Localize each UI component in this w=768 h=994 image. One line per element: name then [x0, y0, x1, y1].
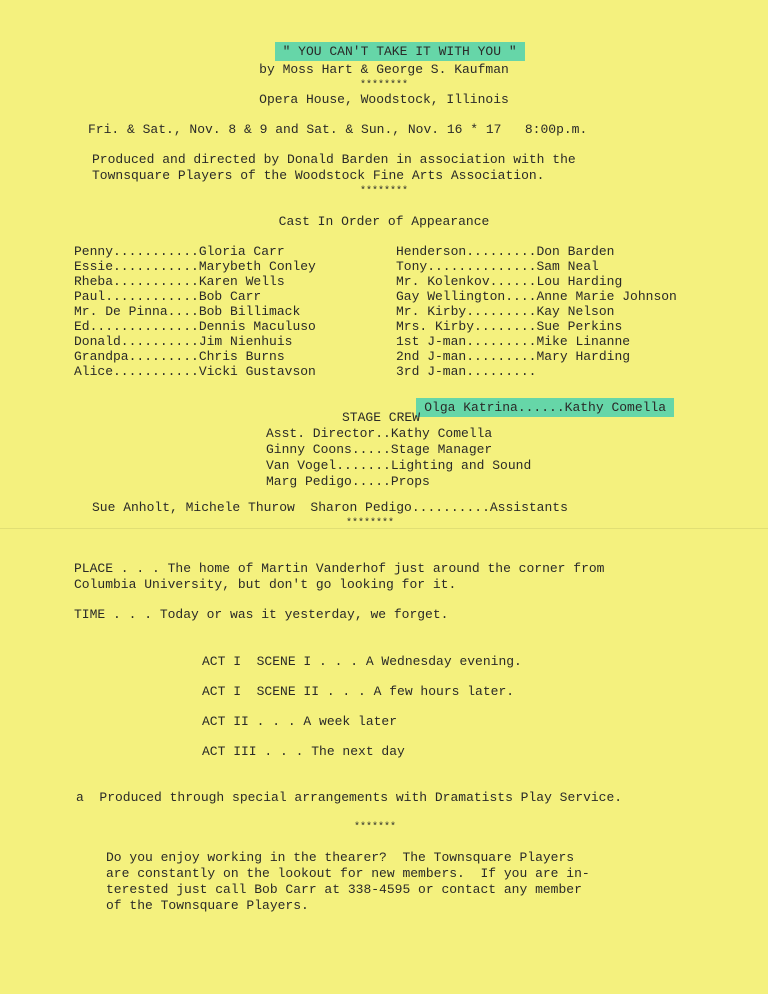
cast-actor: Marybeth Conley: [198, 259, 316, 274]
act-line: ACT I SCENE II . . . A few hours later.: [202, 684, 515, 699]
cast-actor: Bob Billimack: [198, 304, 301, 319]
cast-actor: Chris Burns: [198, 349, 285, 364]
cast-actor: Lou Harding: [536, 274, 623, 289]
cast-actor: Jim Nienhuis: [198, 334, 293, 349]
cast-role: Paul............: [74, 289, 199, 304]
cast-role: 2nd J-man.........: [396, 349, 537, 364]
cast-actor: Kay Nelson: [536, 304, 615, 319]
crew-row: Ginny Coons.....Stage Manager: [266, 442, 493, 457]
cast-row: [74, 289, 261, 304]
cast-row: [396, 334, 630, 349]
cast-role: Donald..........: [74, 334, 199, 349]
crew-heading: STAGE CREW: [342, 410, 421, 425]
crew-row: Van Vogel.......Lighting and Sound: [266, 458, 532, 473]
cast-role: Essie...........: [74, 259, 199, 274]
cast-role: Mr. Kirby.........: [396, 304, 537, 319]
separator: ********: [359, 186, 408, 197]
crew-row: Marg Pedigo.....Props: [266, 474, 430, 489]
place-line-2: Columbia University, but don't go looking for it.: [74, 577, 457, 592]
cast-row: [396, 304, 614, 319]
cast-role: Penny...........: [74, 244, 199, 259]
cast-row: [74, 334, 292, 349]
cast-row: [74, 319, 316, 334]
assistants: Sue Anholt, Michele Thurow Sharon Pedigo..........Assistants: [92, 500, 568, 515]
cast-role: Mr. Kolenkov......: [396, 274, 537, 289]
cast-role: 3rd J-man.........: [396, 364, 537, 379]
join-line-1: Do you enjoy working in the thearer? The Townsquare Players: [106, 850, 575, 865]
cast-row: [396, 259, 599, 274]
cast-actor: Karen Wells: [198, 274, 285, 289]
cast-role: Tony..............: [396, 259, 537, 274]
cast-role: Henderson.........: [396, 244, 537, 259]
cast-actor: Bob Carr: [198, 289, 262, 304]
cast-actor: Sue Perkins: [536, 319, 623, 334]
place-line-1: PLACE . . . The home of Martin Vanderhof just around the corner from: [74, 561, 605, 576]
cast-heading: Cast In Order of Appearance: [278, 214, 490, 229]
produced-line-2: Townsquare Players of the Woodstock Fine Arts Association.: [92, 168, 545, 183]
cast-row: [74, 244, 285, 259]
cast-role: Grandpa.........: [74, 349, 199, 364]
arrangements-note: a Produced through special arrangements with Dramatists Play Service.: [76, 790, 623, 805]
cast-row: [74, 259, 316, 274]
cast-actor: Gloria Carr: [198, 244, 285, 259]
join-line-2: are constantly on the lookout for new members. If you are in-: [106, 866, 590, 881]
cast-role: Mr. De Pinna....: [74, 304, 199, 319]
cast-row: [396, 349, 630, 364]
cast-row: [74, 304, 300, 319]
paper-fold-line: [0, 528, 768, 529]
act-line: ACT I SCENE I . . . A Wednesday evening.: [202, 654, 522, 669]
cast-row: [396, 319, 622, 334]
cast-actor: Dennis Maculuso: [198, 319, 316, 334]
crew-row: Asst. Director..Kathy Comella: [266, 426, 493, 441]
olga-credit: Olga Katrina......Kathy Comella: [416, 398, 674, 417]
cast-row: [396, 364, 536, 379]
authors: by Moss Hart & George S. Kaufman: [259, 62, 509, 77]
cast-actor: Mike Linanne: [536, 334, 631, 349]
cast-actor: Anne Marie Johnson: [536, 289, 677, 304]
cast-row: [74, 349, 285, 364]
act-line: ACT II . . . A week later: [202, 714, 398, 729]
cast-actor: Vicki Gustavson: [198, 364, 316, 379]
join-line-3: terested just call Bob Carr at 338-4595 or contact any member: [106, 882, 582, 897]
act-line: ACT III . . . The next day: [202, 744, 405, 759]
separator: *******: [354, 822, 397, 833]
cast-actor: Don Barden: [536, 244, 615, 259]
cast-role: 1st J-man.........: [396, 334, 537, 349]
cast-role: Rheba...........: [74, 274, 199, 289]
cast-row: [396, 244, 614, 259]
olga-row: [385, 384, 674, 432]
cast-row: [396, 274, 622, 289]
cast-row: [74, 274, 285, 289]
separator: ********: [346, 518, 395, 529]
produced-line-1: Produced and directed by Donald Barden in association with the: [92, 152, 576, 167]
cast-row: [396, 289, 677, 304]
cast-role: Mrs. Kirby........: [396, 319, 537, 334]
venue: Opera House, Woodstock, Illinois: [259, 92, 509, 107]
cast-actor: Sam Neal: [536, 259, 599, 274]
time-line: TIME . . . Today or was it yesterday, we forget.: [74, 607, 449, 622]
cast-role: Gay Wellington....: [396, 289, 537, 304]
separator: ********: [359, 80, 408, 91]
cast-role: Alice...........: [74, 364, 199, 379]
cast-role: Ed..............: [74, 319, 199, 334]
cast-row: [74, 364, 316, 379]
dates: Fri. & Sat., Nov. 8 & 9 and Sat. & Sun., Nov. 16 * 17 8:00p.m.: [88, 122, 588, 137]
play-title: " YOU CAN'T TAKE IT WITH YOU ": [275, 42, 525, 61]
join-line-4: of the Townsquare Players.: [106, 898, 309, 913]
cast-actor: Mary Harding: [536, 349, 631, 364]
